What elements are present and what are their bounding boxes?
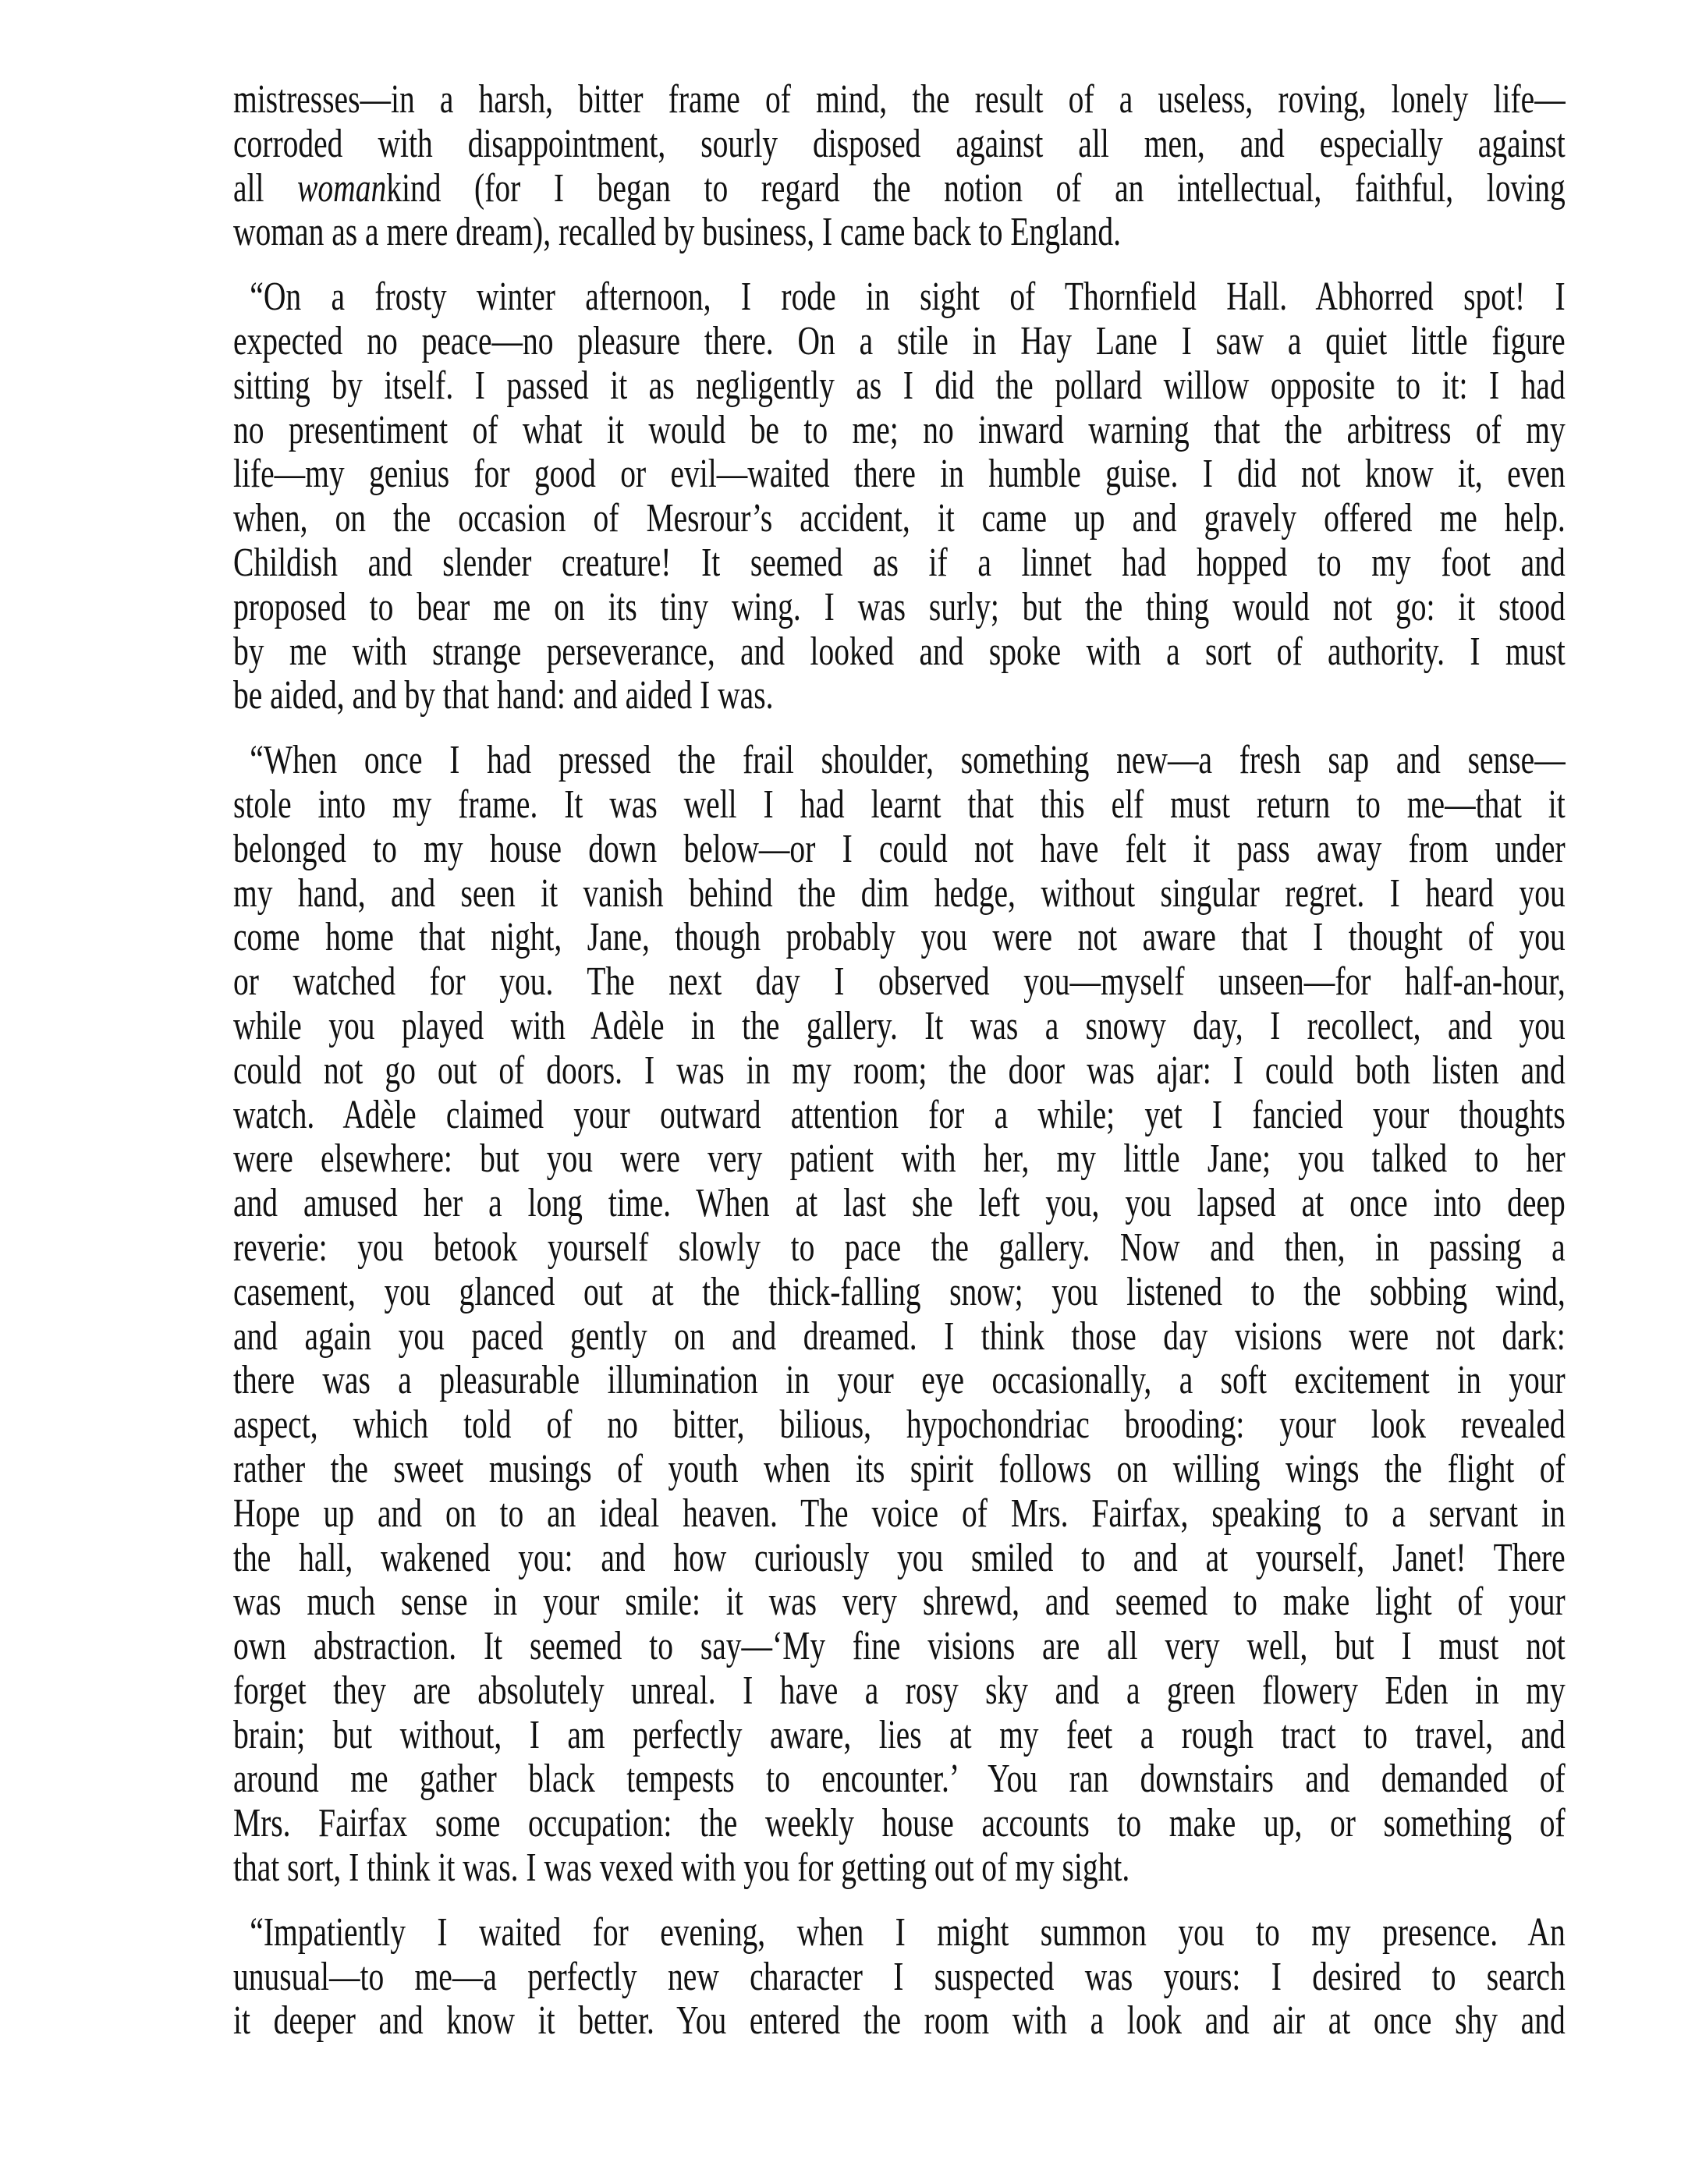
text-line: were elsewhere: but you were very patient with her, my little Jane; you talked to her [233,1136,1566,1182]
text-line: belonged to my house down below—or I could not have felt it pass away from under [233,826,1566,871]
text-line: proposed to bear me on its tiny wing. I was surly; but the thing would not go: it stood [233,584,1566,629]
text-line: own abstraction. It seemed to say—‘My fine visions are all very well, but I must not [233,1624,1566,1669]
italic-emphasis: woman [297,165,387,211]
text-line: or watched for you. The next day I observed you—myself unseen—for half-an-hour, [233,959,1566,1005]
text-line: and amused her a long time. When at last she left you, you lapsed at once into deep [233,1181,1566,1226]
text-line: be aided, and by that hand: and aided I was. [233,673,774,718]
text-line: watch. Adèle claimed your outward attention for a while; yet I fancied your thoughts [233,1092,1566,1137]
text-line: around me gather black tempests to encounter.’ You ran downstairs and demanded of [233,1757,1566,1802]
text-line: brain; but without, I am perfectly aware, lies at my feet a rough tract to travel, and [233,1712,1566,1757]
text-line: sitting by itself. I passed it as negligently as I did the pollard willow opposite to it: I had [233,363,1566,408]
text-line: Childish and slender creature! It seemed as if a linnet had hopped to my foot and [233,540,1566,585]
text-line: woman as a mere dream), recalled by business, I came back to England. [233,210,1121,255]
text-line [233,167,1566,211]
text-line: it deeper and know it better. You entered the room with a look and air at once shy and [233,1998,1566,2044]
text-line: mistresses—in a harsh, bitter frame of mind, the result of a useless, roving, lonely life— [233,77,1566,122]
text-line: casement, you glanced out at the thick-falling snow; you listened to the sobbing wind, [233,1269,1566,1314]
text-line: that sort, I think it was. I was vexed with you for getting out of my sight. [233,1845,1130,1891]
text-line: could not go out of doors. I was in my room; the door was ajar: I could both listen and [233,1048,1566,1093]
text-line: “Impatiently I waited for evening, when I might summon you to my presence. An [250,1909,1566,1955]
text-line: Mrs. Fairfax some occupation: the weekly house accounts to make up, or something of [233,1801,1566,1846]
text-line: there was a pleasurable illumination in your eye occasionally, a soft excitement in your [233,1358,1566,1403]
paragraph [233,739,1566,1891]
text-line: stole into my frame. It was well I had learnt that this elf must return to me—that it [233,782,1566,827]
text-line: and again you paced gently on and dreamed. I think those day visions were not dark: [233,1314,1566,1359]
text-line: while you played with Adèle in the gallery. It was a snowy day, I recollect, and you [233,1003,1566,1048]
paragraph [233,1911,1566,2044]
book-page-text [233,78,1566,2064]
text-line: my hand, and seen it vanish behind the dim hedge, without singular regret. I heard you [233,870,1566,916]
text-line: reverie: you betook yourself slowly to pace the gallery. Now and then, in passing a [233,1225,1566,1270]
text-line: corroded with disappointment, sourly disposed against all men, and especially against [233,121,1566,166]
text-line: “When once I had pressed the frail shoulder, something new—a fresh sap and sense— [250,738,1566,783]
text-line: life—my genius for good or evil—waited there in humble guise. I did not know it, even [233,452,1566,497]
text-line: by me with strange perseverance, and looked and spoke with a sort of authority. I must [233,629,1566,674]
text-line: forget they are absolutely unreal. I have a rosy sky and a green flowery Eden in my [233,1668,1566,1713]
text-line: come home that night, Jane, though probably you were not aware that I thought of you [233,915,1566,960]
text-line: “On a frosty winter afternoon, I rode in sight of Thornfield Hall. Abhorred spot! I [250,275,1566,320]
text-line: when, on the occasion of Mesrour’s accident, it came up and gravely offered me help. [233,496,1566,541]
text-line: was much sense in your smile: it was very shrewd, and seemed to make light of your [233,1580,1566,1625]
text-line: expected no peace—no pleasure there. On a stile in Hay Lane I saw a quiet little figure [233,318,1566,363]
paragraph [233,275,1566,718]
text-segment: kind (for I began to regard the notion of an intellectual, faithful, loving [386,165,1566,211]
paragraph [233,78,1566,255]
text-line: rather the sweet musings of youth when its spirit follows on willing wings the flight of [233,1446,1566,1491]
text-line: aspect, which told of no bitter, bilious, hypochondriac brooding: your look revealed [233,1402,1566,1448]
text-line: the hall, wakened you: and how curiously you smiled to and at yourself, Janet! There [233,1535,1566,1580]
text-line: Hope up and on to an ideal heaven. The voice of Mrs. Fairfax, speaking to a servant in [233,1491,1566,1536]
text-segment: all [233,165,298,211]
text-line: unusual—to me—a perfectly new character I suspected was yours: I desired to search [233,1954,1566,1999]
text-line: no presentiment of what it would be to me; no inward warning that the arbitress of my [233,407,1566,452]
